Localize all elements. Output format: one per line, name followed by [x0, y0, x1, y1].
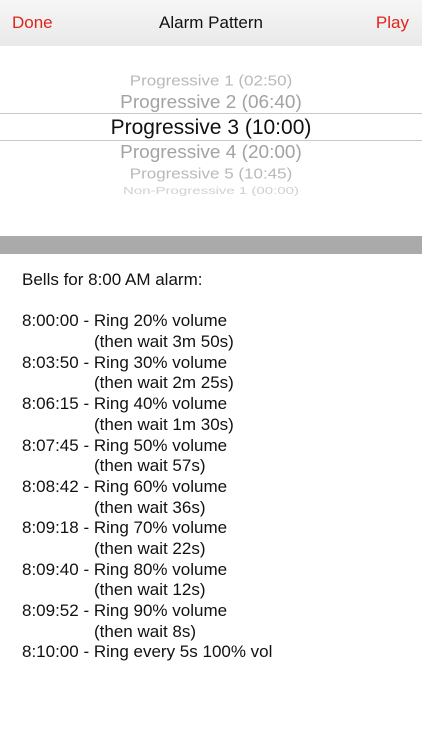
ring-line: 8:09:52 - Ring 90% volume — [22, 601, 228, 620]
wait-line: (then wait 36s) — [94, 497, 206, 517]
picker-option[interactable]: Progressive 4 (20:00) — [120, 142, 302, 163]
ring-line: 8:06:15 - Ring 40% volume — [22, 394, 228, 414]
wait-line: (then wait 2m 25s) — [94, 373, 234, 393]
blank-line — [22, 291, 412, 312]
picker-option[interactable]: Progressive 2 (06:40) — [120, 92, 302, 113]
ring-line: 8:00:00 - Ring 20% volume — [22, 311, 228, 331]
wait-line: (then wait 22s) — [94, 538, 206, 558]
picker-option[interactable]: Progressive 5 (10:45) — [129, 165, 293, 182]
wait-line: (then wait 12s) — [94, 580, 206, 600]
wait-line: (then wait 57s) — [94, 456, 206, 476]
picker-option[interactable]: Non-Progressive 1 (00:00) — [123, 184, 299, 197]
ring-line: 8:09:40 - Ring 80% volume — [22, 559, 228, 579]
ring-line: 8:07:45 - Ring 50% volume — [22, 435, 228, 455]
bell-schedule — [22, 270, 412, 663]
ring-line: 8:03:50 - Ring 30% volume — [22, 352, 228, 372]
picker-option-selected[interactable]: Progressive 3 (10:00) — [110, 116, 312, 139]
play-button[interactable]: Play — [375, 13, 409, 32]
final-ring-line: 8:10:00 - Ring every 5s 100% vol — [22, 642, 273, 662]
page-title: Alarm Pattern — [159, 13, 263, 32]
section-divider — [0, 236, 422, 254]
picker-selection-bottom-line — [0, 140, 422, 141]
done-button[interactable]: Done — [12, 13, 53, 32]
wait-line: (then wait 3m 50s) — [94, 332, 234, 352]
wait-line: (then wait 8s) — [94, 621, 197, 641]
picker-option[interactable]: Progressive 1 (02:50) — [129, 72, 293, 89]
wait-line: (then wait 1m 30s) — [94, 414, 234, 434]
ring-line: 8:09:18 - Ring 70% volume — [22, 518, 228, 538]
schedule-heading: Bells for 8:00 AM alarm: — [22, 270, 203, 289]
alarm-pattern-picker[interactable] — [0, 46, 422, 236]
navigation-bar — [0, 0, 422, 46]
ring-line: 8:08:42 - Ring 60% volume — [22, 476, 228, 496]
